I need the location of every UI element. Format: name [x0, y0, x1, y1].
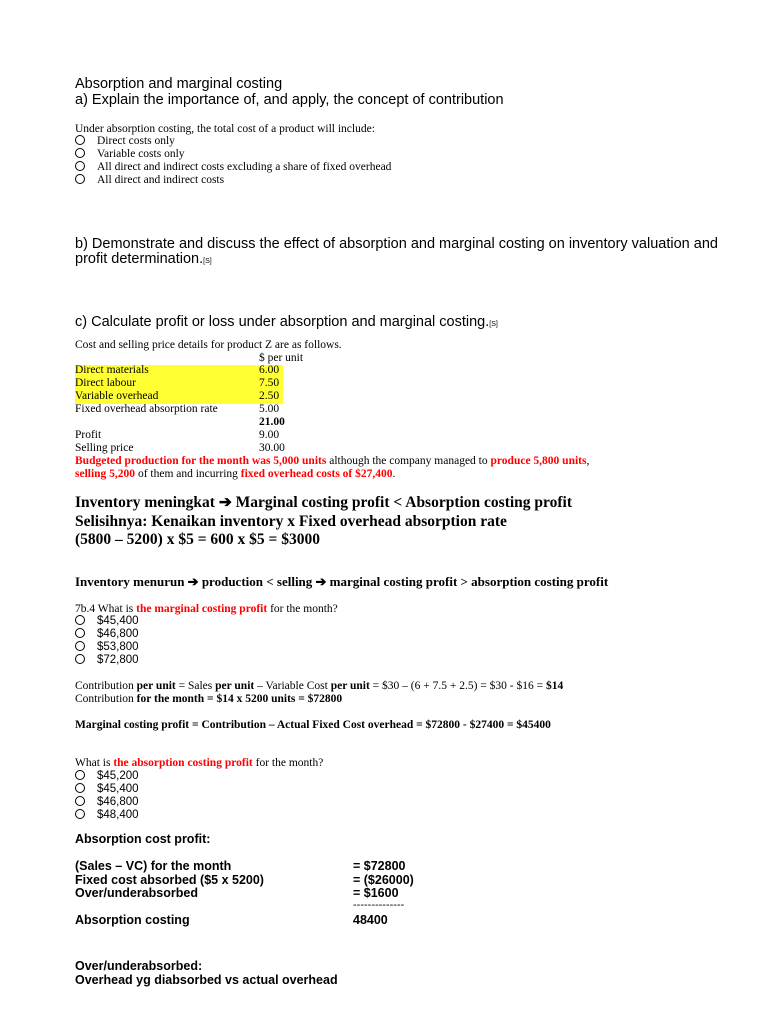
radio-button-icon: [75, 809, 85, 819]
row-value: 5.00: [259, 403, 280, 415]
row-value: 2.50: [259, 390, 280, 402]
budget-line1: Budgeted production for the month was 5,000 units although the company managed to produce 5,800 units,: [75, 455, 590, 467]
abs-calc-value: = ($26000): [353, 873, 414, 887]
part-a-heading: a) Explain the importance of, and apply, the concept of contribution: [75, 92, 504, 108]
radio-button-icon: [75, 783, 85, 793]
part-a-question: Under absorption costing, the total cost of a product will include:: [75, 123, 375, 135]
note-line2: Selisihnya: Kenaikan inventory x Fixed overhead absorption rate: [75, 513, 507, 530]
q74-option[interactable]: $45,400: [75, 615, 139, 628]
row-value: 7.50: [259, 377, 280, 389]
radio-button-icon: [75, 135, 85, 145]
radio-button-icon: [75, 654, 85, 664]
marginal-profit: Marginal costing profit = Contribution – Actual Fixed Cost overhead = $72800 - $27400 = $45400: [75, 719, 551, 731]
part-b-tag: [S]: [203, 258, 212, 265]
row-label: Direct labour: [75, 377, 136, 389]
abs-calc-divider: --------------: [353, 899, 405, 911]
q74-option[interactable]: $53,800: [75, 641, 139, 654]
contribution-line2: Contribution for the month = $14 x 5200 units = $72800: [75, 693, 343, 705]
part-b-line1: b) Demonstrate and discuss the effect of absorption and marginal costing on inventory valuation and: [75, 236, 718, 252]
note-line3: (5800 – 5200) x $5 = 600 x $5 = $3000: [75, 531, 320, 548]
abs-calc-value: = $72800: [353, 859, 406, 873]
part-c-heading: c) Calculate profit or loss under absorption and marginal costing.[S]: [75, 314, 498, 330]
row-label: Direct materials: [75, 364, 149, 376]
abs-calc-label: Fixed cost absorbed ($5 x 5200): [75, 873, 264, 887]
part-a-option[interactable]: Variable costs only: [75, 148, 185, 161]
radio-button-icon: [75, 174, 85, 184]
row-label: Fixed overhead absorption rate: [75, 403, 218, 415]
abs-option[interactable]: $45,400: [75, 783, 139, 796]
abs-calc-heading: Absorption cost profit:: [75, 832, 211, 846]
radio-button-icon: [75, 148, 85, 158]
note-line4: Inventory menurun ➔ production < selling ➔ marginal costing profit > absorption costing profit: [75, 574, 609, 589]
part-c-tag: [S]: [489, 321, 498, 328]
abs-option[interactable]: $46,800: [75, 796, 139, 809]
row-label: Profit: [75, 429, 102, 441]
contribution-line1: Contribution per unit = Sales per unit – Variable Cost per unit = $30 – (6 + 7.5 + 2.5) = $30 - $16 = $14: [75, 680, 564, 692]
abs-calc-label: (Sales – VC) for the month: [75, 859, 232, 873]
over-under-note: Overhead yg diabsorbed vs actual overhead: [75, 973, 338, 987]
part-a-option[interactable]: Direct costs only: [75, 135, 175, 148]
abs-question: What is the absorption costing profit for the month?: [75, 757, 324, 769]
abs-option[interactable]: $48,400: [75, 809, 139, 822]
abs-option[interactable]: $45,200: [75, 770, 139, 783]
part-b-line2: profit determination.[S]: [75, 251, 212, 267]
radio-button-icon: [75, 615, 85, 625]
part-a-option[interactable]: All direct and indirect costs: [75, 174, 224, 187]
note-line1: Inventory meningkat ➔ Marginal costing profit < Absorption costing profit: [75, 494, 573, 511]
radio-button-icon: [75, 770, 85, 780]
radio-button-icon: [75, 641, 85, 651]
row-label: Selling price: [75, 442, 134, 454]
abs-calc-total-label: Absorption costing: [75, 913, 190, 927]
part-a-option[interactable]: All direct and indirect costs excluding a share of fixed overhead: [75, 161, 391, 174]
radio-button-icon: [75, 796, 85, 806]
col-header: $ per unit: [259, 352, 304, 364]
budget-line2: selling 5,200 of them and incurring fixed overhead costs of $27,400.: [75, 468, 396, 480]
over-under-heading: Over/underabsorbed:: [75, 959, 203, 973]
q74-option[interactable]: $72,800: [75, 654, 139, 667]
radio-button-icon: [75, 628, 85, 638]
row-value: 30.00: [259, 442, 285, 454]
page-title: Absorption and marginal costing: [75, 76, 283, 92]
row-value: 9.00: [259, 429, 280, 441]
q74-question: 7b.4 What is the marginal costing profit for the month?: [75, 603, 338, 615]
cost-intro: Cost and selling price details for product Z are as follows.: [75, 339, 342, 351]
row-total: 21.00: [259, 416, 285, 428]
abs-calc-label: Over/underabsorbed: [75, 886, 198, 900]
row-label: Variable overhead: [75, 390, 159, 402]
radio-button-icon: [75, 161, 85, 171]
abs-calc-value: = $1600: [353, 886, 399, 900]
q74-option[interactable]: $46,800: [75, 628, 139, 641]
row-value: 6.00: [259, 364, 280, 376]
abs-calc-total-value: 48400: [353, 913, 388, 927]
